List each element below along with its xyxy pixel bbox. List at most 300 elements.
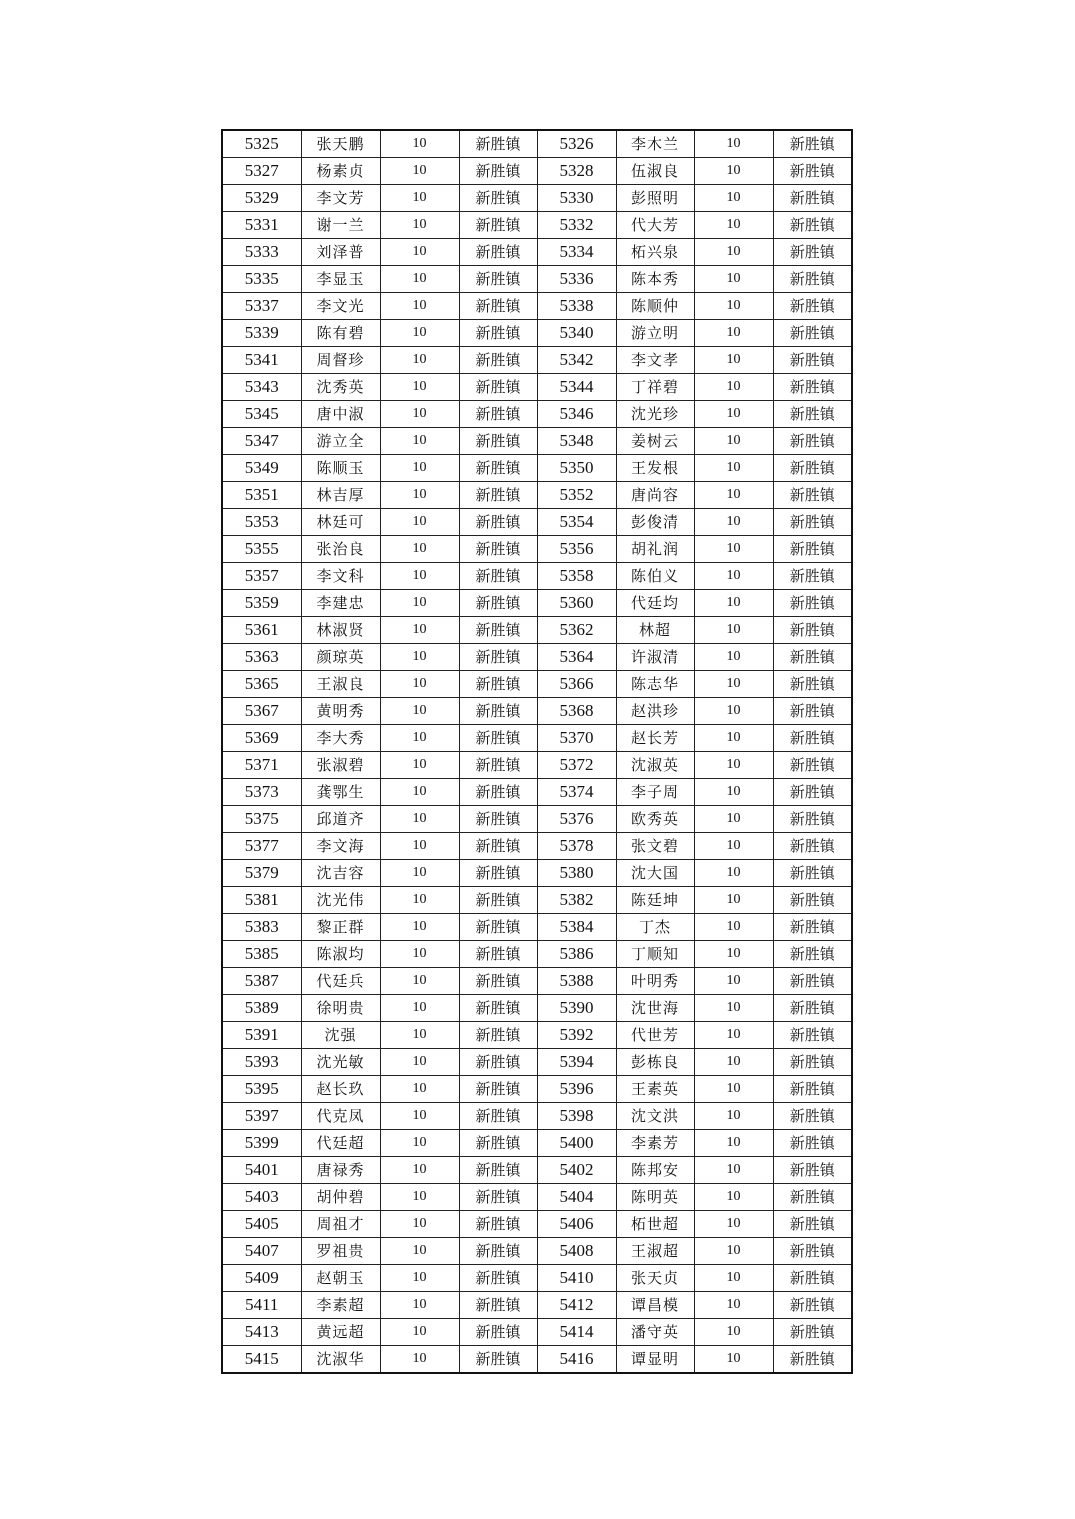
town-cell: 新胜镇	[459, 1238, 537, 1265]
name-cell: 徐明贵	[301, 995, 380, 1022]
id-cell: 5384	[537, 914, 616, 941]
id-cell: 5325	[222, 130, 301, 158]
score-cell: 10	[694, 752, 773, 779]
name-cell: 张文碧	[616, 833, 694, 860]
town-cell: 新胜镇	[773, 509, 852, 536]
id-cell: 5361	[222, 617, 301, 644]
town-cell: 新胜镇	[773, 266, 852, 293]
name-cell: 沈大国	[616, 860, 694, 887]
table-row	[222, 698, 852, 725]
town-cell: 新胜镇	[773, 1265, 852, 1292]
score-cell: 10	[380, 806, 459, 833]
score-cell: 10	[380, 1238, 459, 1265]
score-cell: 10	[694, 563, 773, 590]
town-cell: 新胜镇	[773, 725, 852, 752]
name-cell: 代廷均	[616, 590, 694, 617]
name-cell: 赵长芳	[616, 725, 694, 752]
name-cell: 刘泽普	[301, 239, 380, 266]
name-cell: 唐尚容	[616, 482, 694, 509]
town-cell: 新胜镇	[773, 130, 852, 158]
score-cell: 10	[380, 995, 459, 1022]
table-row	[222, 428, 852, 455]
town-cell: 新胜镇	[773, 293, 852, 320]
id-cell: 5405	[222, 1211, 301, 1238]
id-cell: 5344	[537, 374, 616, 401]
table-row	[222, 347, 852, 374]
score-cell: 10	[694, 698, 773, 725]
town-cell: 新胜镇	[459, 1022, 537, 1049]
score-cell: 10	[380, 968, 459, 995]
score-cell: 10	[380, 1265, 459, 1292]
name-cell: 代廷兵	[301, 968, 380, 995]
table-row	[222, 860, 852, 887]
id-cell: 5330	[537, 185, 616, 212]
town-cell: 新胜镇	[773, 1184, 852, 1211]
score-cell: 10	[694, 1076, 773, 1103]
table-row	[222, 1292, 852, 1319]
score-cell: 10	[380, 1022, 459, 1049]
score-cell: 10	[694, 1022, 773, 1049]
id-cell: 5367	[222, 698, 301, 725]
table-row	[222, 914, 852, 941]
name-cell: 赵长玖	[301, 1076, 380, 1103]
name-cell: 林吉厚	[301, 482, 380, 509]
table-row	[222, 266, 852, 293]
town-cell: 新胜镇	[773, 1049, 852, 1076]
name-cell: 周祖才	[301, 1211, 380, 1238]
id-cell: 5383	[222, 914, 301, 941]
name-cell: 丁顺知	[616, 941, 694, 968]
town-cell: 新胜镇	[773, 1346, 852, 1374]
table-row	[222, 320, 852, 347]
id-cell: 5352	[537, 482, 616, 509]
town-cell: 新胜镇	[773, 212, 852, 239]
town-cell: 新胜镇	[773, 455, 852, 482]
id-cell: 5365	[222, 671, 301, 698]
id-cell: 5374	[537, 779, 616, 806]
score-cell: 10	[380, 212, 459, 239]
score-cell: 10	[380, 1076, 459, 1103]
name-cell: 赵洪珍	[616, 698, 694, 725]
id-cell: 5357	[222, 563, 301, 590]
table-row	[222, 455, 852, 482]
table-body	[222, 130, 852, 1373]
name-cell: 唐禄秀	[301, 1157, 380, 1184]
name-cell: 叶明秀	[616, 968, 694, 995]
table-row	[222, 158, 852, 185]
town-cell: 新胜镇	[459, 401, 537, 428]
name-cell: 胡仲碧	[301, 1184, 380, 1211]
town-cell: 新胜镇	[459, 752, 537, 779]
town-cell: 新胜镇	[459, 212, 537, 239]
name-cell: 张淑碧	[301, 752, 380, 779]
name-cell: 沈淑英	[616, 752, 694, 779]
id-cell: 5399	[222, 1130, 301, 1157]
score-cell: 10	[694, 887, 773, 914]
name-cell: 罗祖贵	[301, 1238, 380, 1265]
name-cell: 陈廷坤	[616, 887, 694, 914]
table-row	[222, 563, 852, 590]
table-row	[222, 1238, 852, 1265]
name-cell: 李文海	[301, 833, 380, 860]
town-cell: 新胜镇	[773, 1211, 852, 1238]
town-cell: 新胜镇	[459, 1319, 537, 1346]
town-cell: 新胜镇	[459, 725, 537, 752]
town-cell: 新胜镇	[459, 509, 537, 536]
name-cell: 林廷可	[301, 509, 380, 536]
name-cell: 谭昌模	[616, 1292, 694, 1319]
name-cell: 彭栋良	[616, 1049, 694, 1076]
town-cell: 新胜镇	[459, 185, 537, 212]
table-row	[222, 1022, 852, 1049]
table-row	[222, 833, 852, 860]
score-cell: 10	[380, 860, 459, 887]
table-row	[222, 130, 852, 158]
score-cell: 10	[694, 347, 773, 374]
id-cell: 5372	[537, 752, 616, 779]
score-cell: 10	[694, 833, 773, 860]
score-cell: 10	[380, 401, 459, 428]
town-cell: 新胜镇	[773, 1130, 852, 1157]
town-cell: 新胜镇	[773, 1103, 852, 1130]
score-cell: 10	[380, 239, 459, 266]
town-cell: 新胜镇	[773, 698, 852, 725]
table-row	[222, 1157, 852, 1184]
id-cell: 5395	[222, 1076, 301, 1103]
town-cell: 新胜镇	[773, 536, 852, 563]
id-cell: 5339	[222, 320, 301, 347]
name-cell: 代世芳	[616, 1022, 694, 1049]
town-cell: 新胜镇	[773, 482, 852, 509]
name-cell: 黎正群	[301, 914, 380, 941]
town-cell: 新胜镇	[773, 995, 852, 1022]
score-cell: 10	[694, 482, 773, 509]
score-cell: 10	[694, 1157, 773, 1184]
score-cell: 10	[694, 130, 773, 158]
score-cell: 10	[380, 617, 459, 644]
name-cell: 王发根	[616, 455, 694, 482]
score-cell: 10	[380, 428, 459, 455]
name-cell: 游立全	[301, 428, 380, 455]
name-cell: 沈光伟	[301, 887, 380, 914]
town-cell: 新胜镇	[459, 671, 537, 698]
id-cell: 5333	[222, 239, 301, 266]
table-row	[222, 482, 852, 509]
score-cell: 10	[694, 455, 773, 482]
id-cell: 5407	[222, 1238, 301, 1265]
town-cell: 新胜镇	[459, 347, 537, 374]
town-cell: 新胜镇	[773, 1238, 852, 1265]
name-cell: 颜琼英	[301, 644, 380, 671]
town-cell: 新胜镇	[459, 1076, 537, 1103]
town-cell: 新胜镇	[773, 1157, 852, 1184]
town-cell: 新胜镇	[459, 1346, 537, 1374]
id-cell: 5332	[537, 212, 616, 239]
score-cell: 10	[380, 1130, 459, 1157]
name-cell: 李子周	[616, 779, 694, 806]
score-cell: 10	[694, 536, 773, 563]
town-cell: 新胜镇	[773, 239, 852, 266]
id-cell: 5331	[222, 212, 301, 239]
name-cell: 张天贞	[616, 1265, 694, 1292]
name-cell: 陈本秀	[616, 266, 694, 293]
town-cell: 新胜镇	[773, 617, 852, 644]
town-cell: 新胜镇	[459, 995, 537, 1022]
town-cell: 新胜镇	[773, 401, 852, 428]
name-cell: 游立明	[616, 320, 694, 347]
name-cell: 赵朝玉	[301, 1265, 380, 1292]
table-row	[222, 887, 852, 914]
name-cell: 伍淑良	[616, 158, 694, 185]
table-row	[222, 1265, 852, 1292]
town-cell: 新胜镇	[459, 455, 537, 482]
town-cell: 新胜镇	[459, 833, 537, 860]
name-cell: 胡礼润	[616, 536, 694, 563]
name-cell: 周督珍	[301, 347, 380, 374]
table-row	[222, 401, 852, 428]
name-cell: 代克凤	[301, 1103, 380, 1130]
town-cell: 新胜镇	[773, 860, 852, 887]
id-cell: 5390	[537, 995, 616, 1022]
score-cell: 10	[380, 1103, 459, 1130]
score-cell: 10	[380, 914, 459, 941]
table-row	[222, 590, 852, 617]
id-cell: 5380	[537, 860, 616, 887]
score-cell: 10	[694, 1238, 773, 1265]
id-cell: 5366	[537, 671, 616, 698]
name-cell: 沈世海	[616, 995, 694, 1022]
table-row	[222, 1103, 852, 1130]
town-cell: 新胜镇	[459, 1184, 537, 1211]
score-cell: 10	[694, 806, 773, 833]
name-cell: 林淑贤	[301, 617, 380, 644]
name-cell: 李大秀	[301, 725, 380, 752]
town-cell: 新胜镇	[773, 671, 852, 698]
score-cell: 10	[694, 1130, 773, 1157]
id-cell: 5386	[537, 941, 616, 968]
score-cell: 10	[380, 671, 459, 698]
town-cell: 新胜镇	[459, 806, 537, 833]
table-row	[222, 212, 852, 239]
name-cell: 张天鹏	[301, 130, 380, 158]
score-cell: 10	[694, 671, 773, 698]
id-cell: 5356	[537, 536, 616, 563]
table-row	[222, 1211, 852, 1238]
town-cell: 新胜镇	[459, 1130, 537, 1157]
id-cell: 5363	[222, 644, 301, 671]
score-cell: 10	[694, 320, 773, 347]
id-cell: 5351	[222, 482, 301, 509]
id-cell: 5388	[537, 968, 616, 995]
town-cell: 新胜镇	[459, 617, 537, 644]
id-cell: 5409	[222, 1265, 301, 1292]
name-cell: 龚鄂生	[301, 779, 380, 806]
id-cell: 5362	[537, 617, 616, 644]
score-cell: 10	[380, 833, 459, 860]
score-cell: 10	[694, 1292, 773, 1319]
score-cell: 10	[694, 1346, 773, 1374]
id-cell: 5400	[537, 1130, 616, 1157]
id-cell: 5415	[222, 1346, 301, 1374]
table-row	[222, 239, 852, 266]
score-cell: 10	[694, 725, 773, 752]
town-cell: 新胜镇	[773, 833, 852, 860]
score-cell: 10	[380, 1157, 459, 1184]
score-cell: 10	[694, 212, 773, 239]
name-cell: 李木兰	[616, 130, 694, 158]
score-cell: 10	[380, 887, 459, 914]
town-cell: 新胜镇	[459, 590, 537, 617]
score-cell: 10	[380, 509, 459, 536]
name-cell: 沈秀英	[301, 374, 380, 401]
table-row	[222, 941, 852, 968]
id-cell: 5368	[537, 698, 616, 725]
id-cell: 5413	[222, 1319, 301, 1346]
name-cell: 代廷超	[301, 1130, 380, 1157]
table-row	[222, 536, 852, 563]
name-cell: 李文孝	[616, 347, 694, 374]
id-cell: 5393	[222, 1049, 301, 1076]
id-cell: 5411	[222, 1292, 301, 1319]
town-cell: 新胜镇	[459, 698, 537, 725]
town-cell: 新胜镇	[459, 536, 537, 563]
town-cell: 新胜镇	[773, 1319, 852, 1346]
table-row	[222, 1184, 852, 1211]
id-cell: 5345	[222, 401, 301, 428]
town-cell: 新胜镇	[773, 1076, 852, 1103]
name-cell: 沈淑华	[301, 1346, 380, 1374]
id-cell: 5397	[222, 1103, 301, 1130]
town-cell: 新胜镇	[773, 563, 852, 590]
id-cell: 5410	[537, 1265, 616, 1292]
name-cell: 李素芳	[616, 1130, 694, 1157]
id-cell: 5396	[537, 1076, 616, 1103]
town-cell: 新胜镇	[459, 1292, 537, 1319]
score-cell: 10	[380, 698, 459, 725]
town-cell: 新胜镇	[773, 968, 852, 995]
id-cell: 5416	[537, 1346, 616, 1374]
name-cell: 李素超	[301, 1292, 380, 1319]
score-cell: 10	[380, 1319, 459, 1346]
score-cell: 10	[380, 320, 459, 347]
score-cell: 10	[694, 617, 773, 644]
id-cell: 5394	[537, 1049, 616, 1076]
id-cell: 5349	[222, 455, 301, 482]
id-cell: 5398	[537, 1103, 616, 1130]
id-cell: 5328	[537, 158, 616, 185]
name-cell: 柘兴泉	[616, 239, 694, 266]
town-cell: 新胜镇	[773, 752, 852, 779]
name-cell: 丁杰	[616, 914, 694, 941]
id-cell: 5350	[537, 455, 616, 482]
town-cell: 新胜镇	[459, 1265, 537, 1292]
id-cell: 5340	[537, 320, 616, 347]
name-cell: 沈吉容	[301, 860, 380, 887]
town-cell: 新胜镇	[773, 1022, 852, 1049]
id-cell: 5376	[537, 806, 616, 833]
town-cell: 新胜镇	[773, 941, 852, 968]
table-row	[222, 1130, 852, 1157]
table-row	[222, 185, 852, 212]
score-cell: 10	[380, 293, 459, 320]
id-cell: 5359	[222, 590, 301, 617]
table-row	[222, 617, 852, 644]
table-row	[222, 293, 852, 320]
id-cell: 5406	[537, 1211, 616, 1238]
table-row	[222, 671, 852, 698]
id-cell: 5342	[537, 347, 616, 374]
id-cell: 5334	[537, 239, 616, 266]
town-cell: 新胜镇	[459, 644, 537, 671]
score-cell: 10	[380, 752, 459, 779]
score-cell: 10	[380, 590, 459, 617]
name-cell: 彭照明	[616, 185, 694, 212]
name-cell: 沈强	[301, 1022, 380, 1049]
table-row	[222, 752, 852, 779]
table-row	[222, 968, 852, 995]
id-cell: 5371	[222, 752, 301, 779]
table-row	[222, 995, 852, 1022]
id-cell: 5377	[222, 833, 301, 860]
score-cell: 10	[694, 968, 773, 995]
name-cell: 陈志华	[616, 671, 694, 698]
table-row	[222, 1049, 852, 1076]
score-cell: 10	[380, 1211, 459, 1238]
town-cell: 新胜镇	[773, 806, 852, 833]
name-cell: 李显玉	[301, 266, 380, 293]
score-cell: 10	[380, 266, 459, 293]
name-cell: 沈文洪	[616, 1103, 694, 1130]
table-row	[222, 644, 852, 671]
name-cell: 李建忠	[301, 590, 380, 617]
id-cell: 5337	[222, 293, 301, 320]
name-cell: 邱道齐	[301, 806, 380, 833]
table-row	[222, 725, 852, 752]
name-cell: 李文芳	[301, 185, 380, 212]
id-cell: 5347	[222, 428, 301, 455]
name-cell: 柘世超	[616, 1211, 694, 1238]
score-cell: 10	[694, 266, 773, 293]
town-cell: 新胜镇	[459, 320, 537, 347]
name-cell: 张治良	[301, 536, 380, 563]
town-cell: 新胜镇	[459, 158, 537, 185]
score-cell: 10	[380, 158, 459, 185]
id-cell: 5389	[222, 995, 301, 1022]
id-cell: 5341	[222, 347, 301, 374]
score-cell: 10	[380, 644, 459, 671]
id-cell: 5358	[537, 563, 616, 590]
score-cell: 10	[380, 1346, 459, 1374]
name-cell: 谭显明	[616, 1346, 694, 1374]
id-cell: 5353	[222, 509, 301, 536]
id-cell: 5379	[222, 860, 301, 887]
table-row	[222, 509, 852, 536]
table-row	[222, 1076, 852, 1103]
id-cell: 5327	[222, 158, 301, 185]
town-cell: 新胜镇	[459, 239, 537, 266]
id-cell: 5354	[537, 509, 616, 536]
name-cell: 李文光	[301, 293, 380, 320]
town-cell: 新胜镇	[773, 644, 852, 671]
id-cell: 5404	[537, 1184, 616, 1211]
id-cell: 5378	[537, 833, 616, 860]
score-cell: 10	[694, 509, 773, 536]
town-cell: 新胜镇	[459, 293, 537, 320]
name-cell: 黄明秀	[301, 698, 380, 725]
id-cell: 5414	[537, 1319, 616, 1346]
id-cell: 5412	[537, 1292, 616, 1319]
name-cell: 许淑清	[616, 644, 694, 671]
